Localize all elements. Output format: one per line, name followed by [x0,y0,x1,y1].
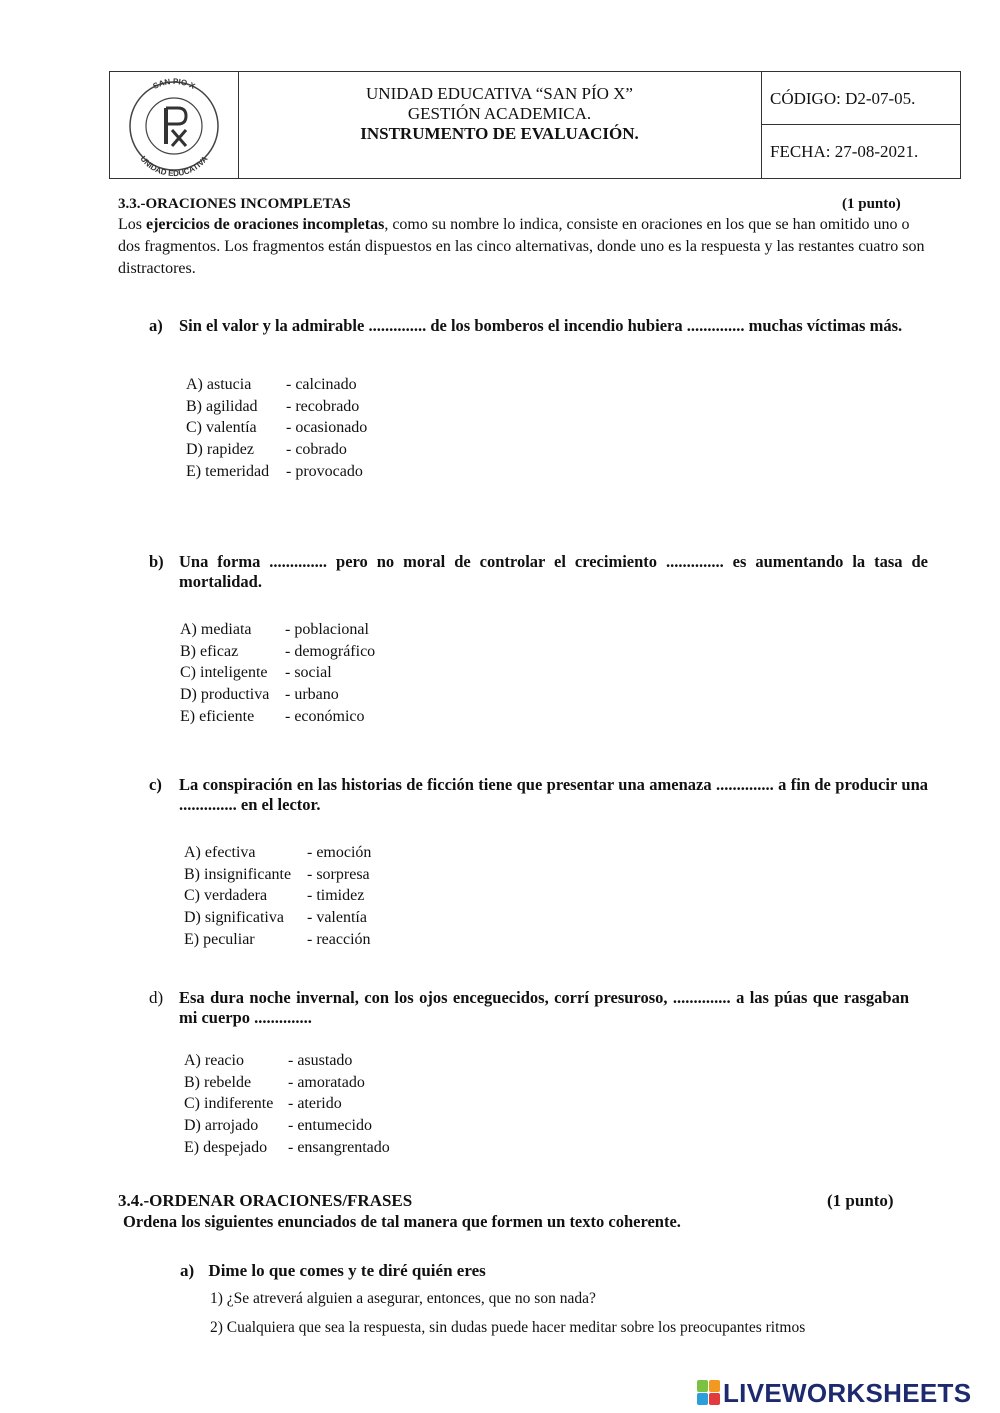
option-row[interactable]: B) insignificante - sorpresa [184,865,370,883]
option-row[interactable]: E) temeridad - provocado [186,462,363,480]
option-row[interactable]: B) agilidad - recobrado [186,397,360,415]
section-3-4-points: (1 punto) [827,1191,894,1210]
question-text: Una forma .............. pero no moral de controlar el crecimiento .............. es aumentando la tasa de mortalidad. [179,552,928,591]
institution-title [238,72,762,178]
section-3-3-title: 3.3.-ORACIONES INCOMPLETAS [118,196,351,212]
question-text: Esa dura noche invernal, con los ojos enceguecidos, corrí presuroso, .............. a las púas que rasgaban mi cuerpo .............. [179,988,909,1027]
option-row[interactable]: D) productiva - urbano [180,686,339,704]
intro-emphasis: ejercicios de oraciones incompletas [146,216,385,233]
department-name: GESTIÓN ACADEMICA. [407,104,592,123]
option-row[interactable]: E) peculiar - reacción [184,930,371,948]
svg-text:SAN PIO X: SAN PIO X [151,76,197,91]
option-row[interactable]: A) efectiva - emoción [184,844,372,861]
watermark-text: LIVEWORKSHEETS [723,1378,972,1408]
option-row[interactable]: C) verdadera - timidez [184,887,365,905]
option-row[interactable]: B) rebelde - amoratado [184,1073,365,1091]
option-row[interactable]: A) astucia - calcinado [186,376,357,393]
option-row[interactable]: C) inteligente - social [180,664,332,682]
question-b [149,552,928,592]
logo-cell [110,72,239,178]
question-a [149,316,928,336]
section-3-4-title: 3.4.-ORDENAR ORACIONES/FRASES [118,1191,413,1210]
option-row[interactable]: B) eficaz - demográfico [180,642,376,660]
option-row[interactable]: A) mediata - poblacional [180,621,369,638]
option-row[interactable]: E) eficiente - económico [180,707,365,725]
liveworksheets-watermark [697,1378,997,1408]
svg-text:UNIDAD EDUCATIVA: UNIDAD EDUCATIVA [138,154,210,178]
question-label: a) [149,316,163,335]
question-c [149,775,928,815]
liveworksheets-logo-icon [697,1380,721,1406]
question-label: c) [149,775,162,794]
school-seal-logo [110,72,238,178]
question-label: b) [149,552,164,571]
question-text: La conspiración en las historias de ficción tiene que presentar una amenaza .............. a fin de producir una .............. en el lector. [179,775,928,814]
section-3-4-instruction: Ordena los siguientes enunciados de tal manera que formen un texto coherente. [123,1212,681,1231]
section-3-3-points: (1 punto) [842,196,901,212]
options-c [184,842,371,951]
item-title: Dime lo que comes y te diré quién eres [208,1261,486,1280]
header-table [109,71,961,179]
question-d [149,988,909,1028]
document-type: INSTRUMENTO DE EVALUACIÓN. [360,124,639,143]
section-3-3-intro: Los ejercicios de oraciones incompletas, como su nombre lo indica, consiste en oraciones en los que se han omitido uno o dos fragmentos. Los fragmentos están dispuestos en las cinco alternativas, donde uno es la respuesta y las restantes cuatro son distractores. [118,216,925,277]
institution-name: UNIDAD EDUCATIVA “SAN PÍO X” [366,84,633,103]
item-label: a) [180,1261,195,1280]
option-row[interactable]: D) arrojado - entumecido [184,1117,372,1135]
option-row[interactable]: C) valentía - ocasionado [186,419,368,437]
options-b [180,619,375,728]
question-text: Sin el valor y la admirable .............. de los bomberos el incendio hubiera .............. muchas víctimas más. [179,316,903,335]
sentence-2: 2) Cualquiera que sea la respuesta, sin dudas puede hacer meditar sobre los preocupantes ritmos [210,1319,806,1336]
option-row[interactable]: D) rapidez - cobrado [186,441,347,459]
option-row[interactable]: D) significativa - valentía [184,909,367,927]
sentence-1: 1) ¿Se atreverá alguien a asegurar, entonces, que no son nada? [210,1290,596,1307]
option-row[interactable]: C) indiferente - aterido [184,1095,342,1113]
option-row[interactable]: A) reacio - asustado [184,1052,353,1069]
document-date: FECHA: 27-08-2021. [770,142,919,161]
options-a [186,374,367,483]
document-code: CÓDIGO: D2-07-05. [762,72,960,125]
option-row[interactable]: E) despejado - ensangrentado [184,1138,390,1156]
order-item-a [180,1261,486,1281]
question-label: d) [149,988,164,1007]
options-d [184,1050,390,1159]
